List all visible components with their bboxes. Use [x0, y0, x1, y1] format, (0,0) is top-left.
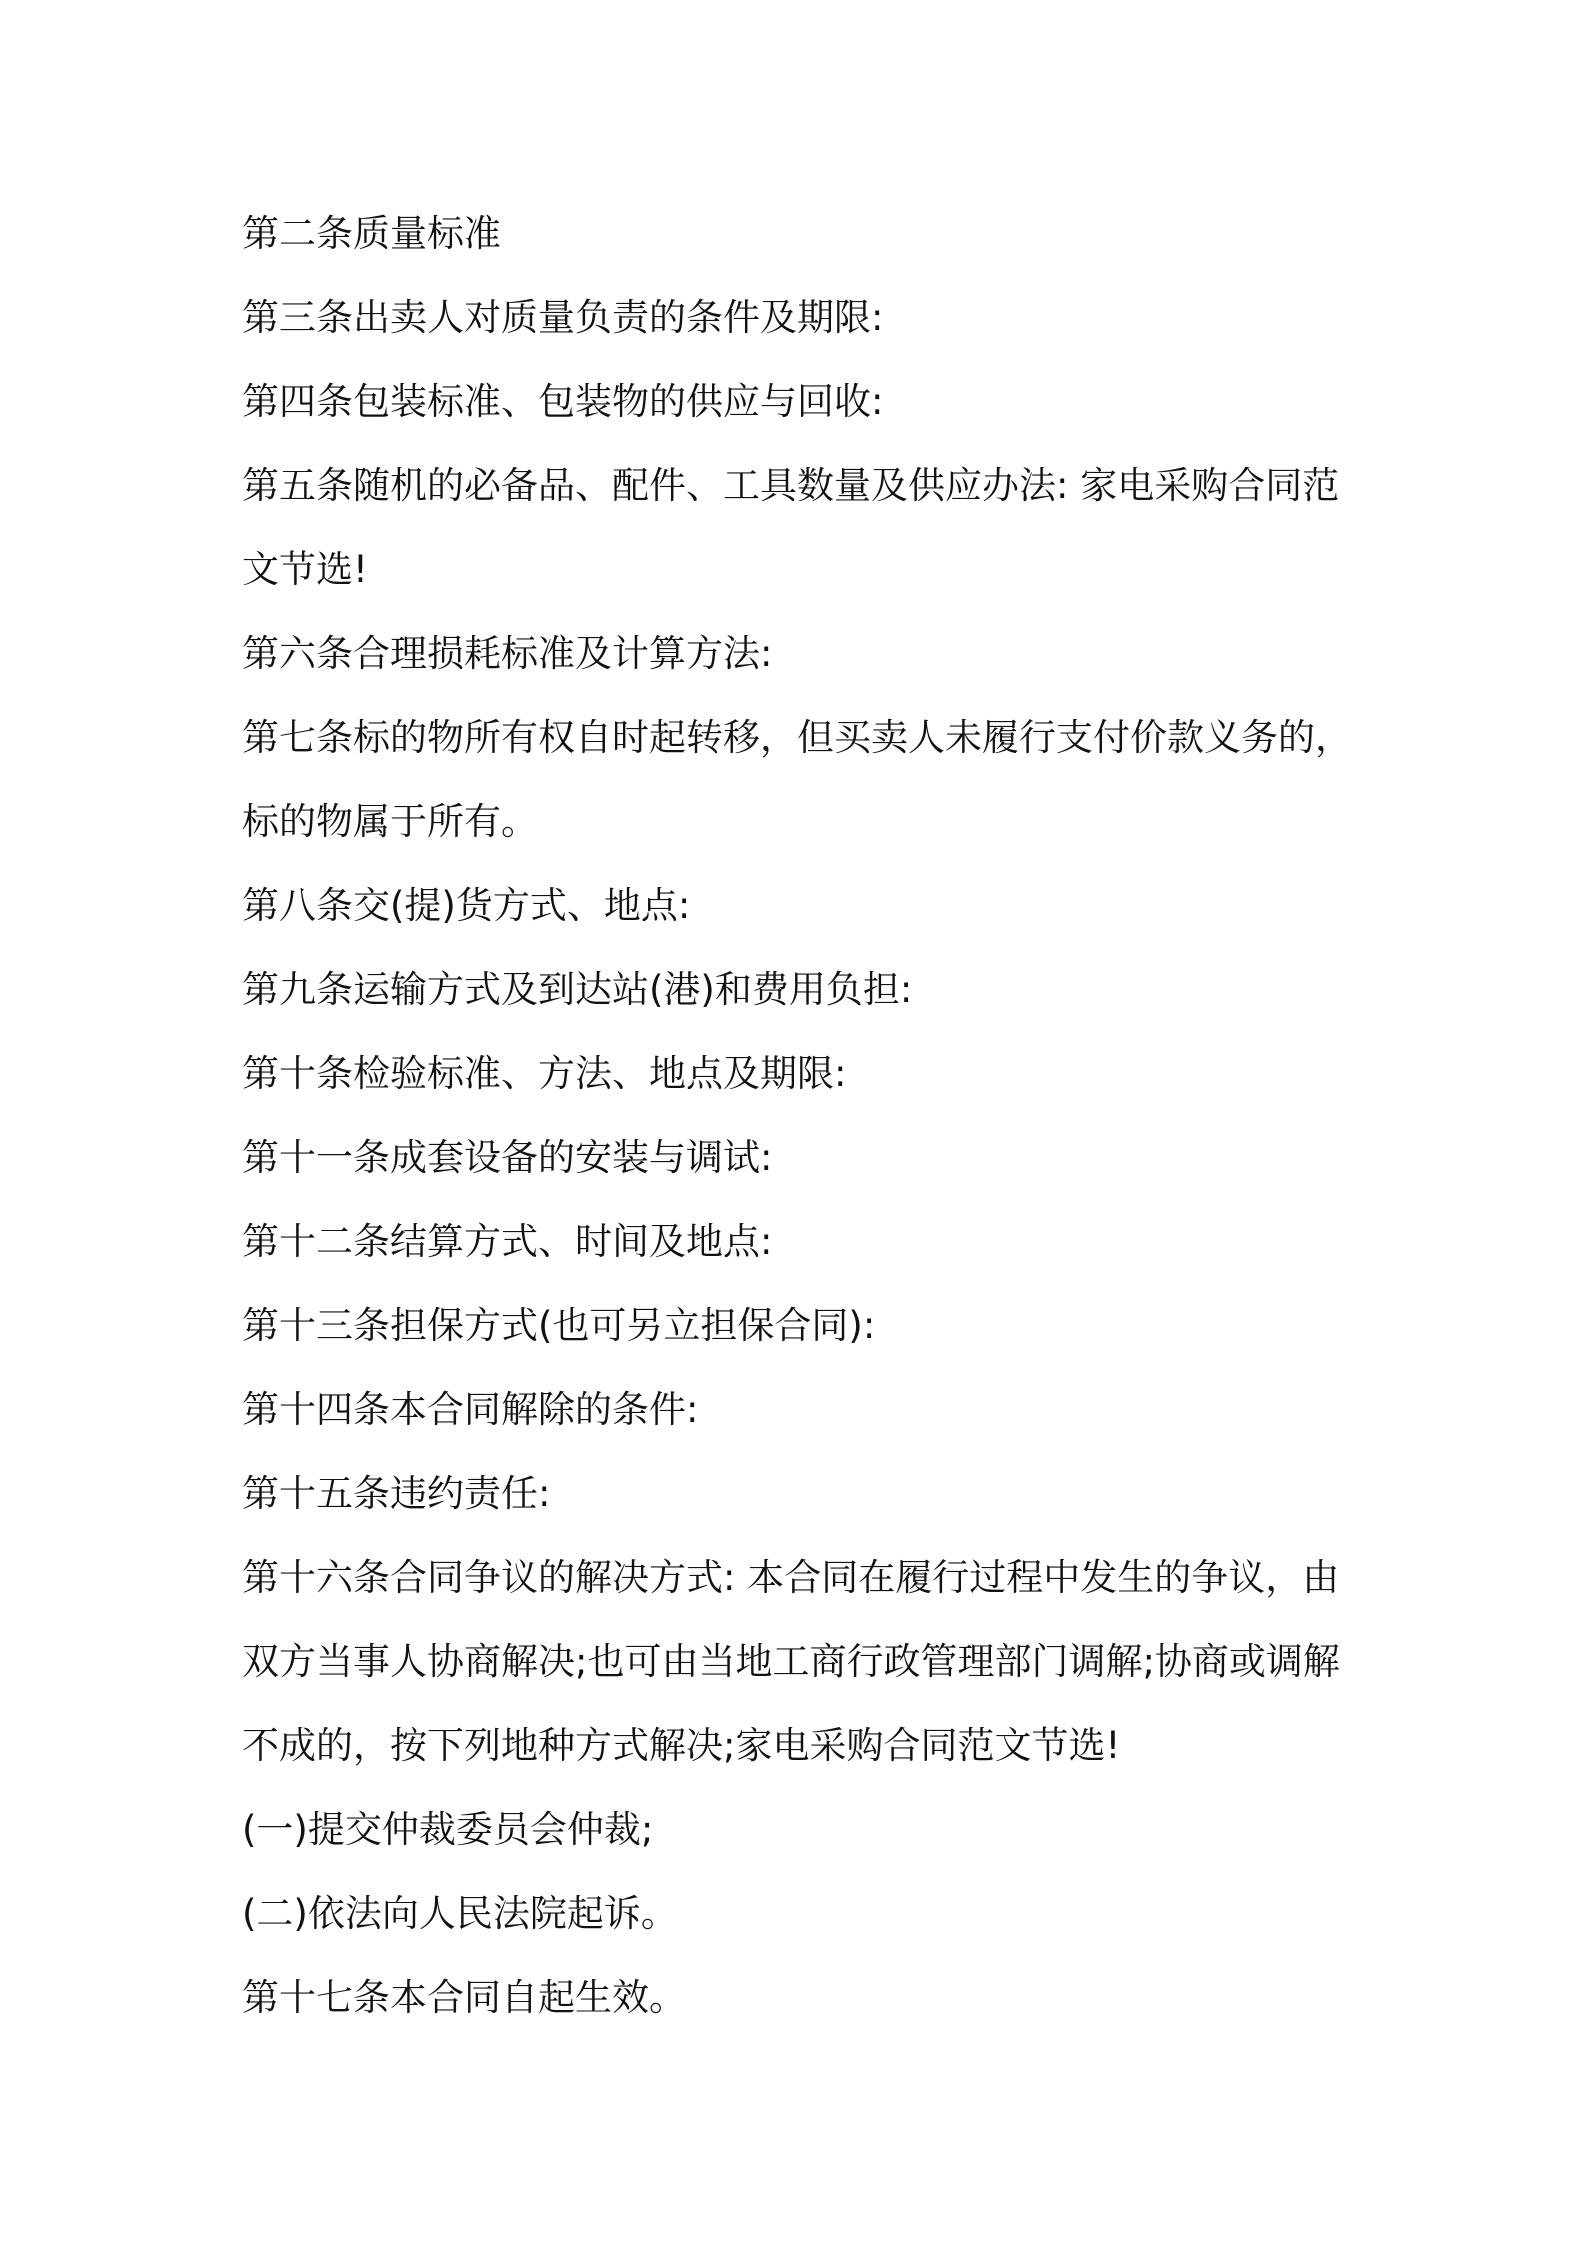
clause-line-16-item-1: (一)提交仲裁委员会仲裁; — [242, 1808, 654, 1851]
clause-line-5a: 第五条随机的必备品、配件、工具数量及供应办法: 家电采购合同范 — [242, 464, 1340, 507]
contract-clauses — [242, 192, 1362, 2040]
clause-line-16a: 第十六条合同争议的解决方式: 本合同在履行过程中发生的争议，由 — [242, 1556, 1340, 1599]
clause-line-7a: 第七条标的物所有权自时起转移，但买卖人未履行支付价款义务的， — [242, 716, 1352, 759]
clause-line-9: 第九条运输方式及到达站(港)和费用负担: — [242, 968, 913, 1011]
clause-line-3: 第三条出卖人对质量负责的条件及期限: — [242, 296, 884, 339]
clause-line-13: 第十三条担保方式(也可另立担保合同): — [242, 1304, 876, 1347]
clause-line-5b: 文节选! — [242, 548, 368, 591]
clause-line-12: 第十二条结算方式、时间及地点: — [242, 1220, 773, 1263]
clause-line-10: 第十条检验标准、方法、地点及期限: — [242, 1052, 847, 1095]
clause-line-11: 第十一条成套设备的安装与调试: — [242, 1136, 773, 1179]
clause-line-16b: 双方当事人协商解决;也可由当地工商行政管理部门调解;协商或调解 — [242, 1640, 1340, 1683]
clause-line-8: 第八条交(提)货方式、地点: — [242, 884, 691, 927]
clause-line-7b: 标的物属于所有。 — [242, 800, 538, 843]
clause-line-15: 第十五条违约责任: — [242, 1472, 551, 1515]
clause-line-16c: 不成的，按下列地种方式解决;家电采购合同范文节选! — [242, 1724, 1121, 1767]
clause-line-16-item-2: (二)依法向人民法院起诉。 — [242, 1892, 678, 1935]
clause-line-17: 第十七条本合同自起生效。 — [242, 1976, 686, 2019]
clause-line-14: 第十四条本合同解除的条件: — [242, 1388, 699, 1431]
clause-line-2: 第二条质量标准 — [242, 212, 501, 255]
clause-line-4: 第四条包装标准、包装物的供应与回收: — [242, 380, 884, 423]
clause-line-6: 第六条合理损耗标准及计算方法: — [242, 632, 773, 675]
